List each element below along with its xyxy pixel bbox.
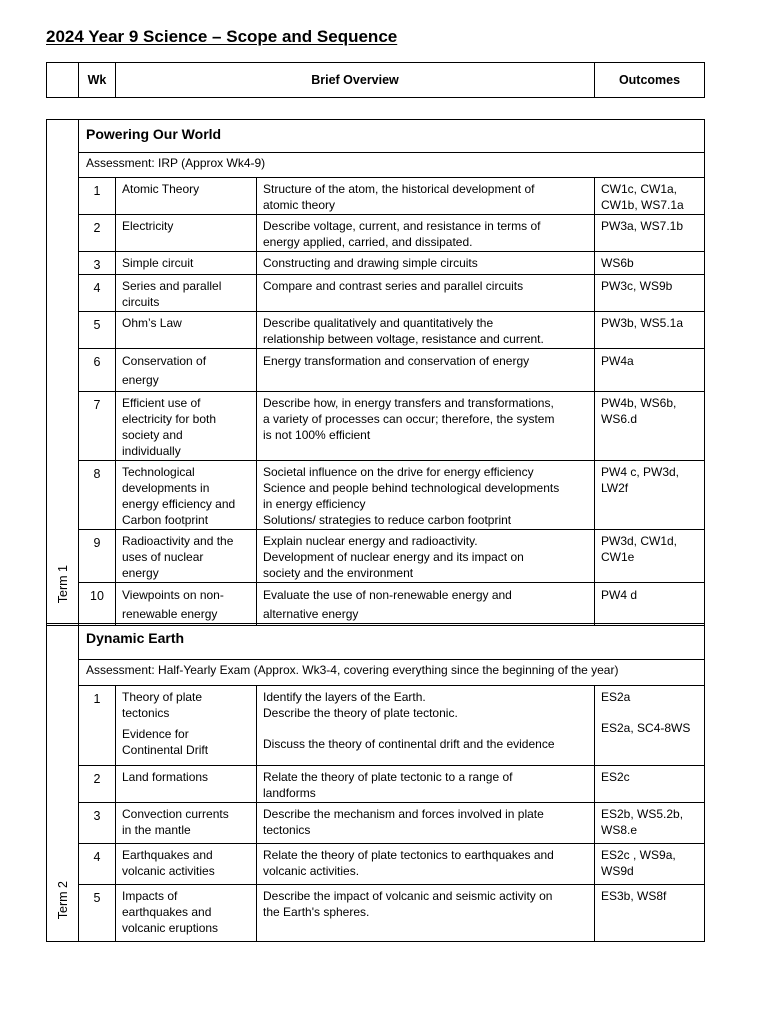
topic	[116, 349, 257, 392]
topic-line: in the mantle	[122, 823, 191, 837]
topic-line: Technological	[122, 465, 195, 479]
topic-sub-line: Continental Drift	[122, 743, 209, 757]
outcomes	[595, 392, 705, 461]
week-number: 4	[79, 275, 116, 312]
term-label: Term 2	[55, 880, 70, 919]
week-row	[47, 461, 705, 530]
overview-line: Constructing and drawing simple circuits	[263, 256, 478, 270]
week-row	[47, 178, 705, 215]
topic-line: Series and parallel	[122, 279, 222, 293]
topic	[116, 686, 257, 766]
overview	[257, 461, 595, 530]
outcomes-line: ES2a	[601, 690, 631, 704]
week-number: 6	[79, 349, 116, 392]
topic-line: energy efficiency and	[122, 497, 236, 511]
header-outcomes: Outcomes	[595, 63, 705, 98]
outcomes-line: LW2f	[601, 481, 629, 495]
outcomes-line: WS6.d	[601, 412, 638, 426]
week-row	[47, 844, 705, 885]
topic	[116, 885, 257, 942]
topic-line: renewable energy	[122, 607, 218, 621]
header-week: Wk	[79, 63, 116, 98]
overview	[257, 275, 595, 312]
unit-title: Dynamic Earth	[79, 624, 705, 660]
overview	[257, 844, 595, 885]
topic	[116, 844, 257, 885]
outcomes-line: PW3b, WS5.1a	[601, 316, 684, 330]
topic-line: uses of nuclear	[122, 550, 204, 564]
topic-line: Land formations	[122, 770, 209, 784]
topic-sub-line: Evidence for	[122, 727, 189, 741]
topic-line: society and	[122, 428, 183, 442]
overview-line: a variety of processes can occur; therefore, the system	[263, 412, 555, 426]
topic	[116, 583, 257, 626]
outcomes-sub-line: ES2a, SC4-8WS	[601, 721, 691, 735]
topic-line: Electricity	[122, 219, 174, 233]
outcomes	[595, 583, 705, 626]
header-term-cell	[47, 63, 79, 98]
week-row	[47, 275, 705, 312]
outcomes	[595, 215, 705, 252]
overview	[257, 803, 595, 844]
week-number: 1	[79, 686, 116, 766]
topic	[116, 803, 257, 844]
topic-line: Efficient use of	[122, 396, 201, 410]
week-row	[47, 686, 705, 766]
overview-line: Relate the theory of plate tectonic to a range of	[263, 770, 513, 784]
topic	[116, 530, 257, 583]
outcomes-line: WS6b	[601, 256, 634, 270]
topic-line: Impacts of	[122, 889, 178, 903]
week-row	[47, 392, 705, 461]
assessment-note: Assessment: IRP (Approx Wk4-9)	[79, 153, 705, 178]
week-number: 5	[79, 885, 116, 942]
overview-line: Explain nuclear energy and radioactivity.	[263, 534, 478, 548]
overview-line: Describe qualitatively and quantitatively the	[263, 316, 494, 330]
topic	[116, 312, 257, 349]
week-number: 9	[79, 530, 116, 583]
overview	[257, 686, 595, 766]
outcomes-line: CW1c, CW1a,	[601, 182, 678, 196]
overview-line: tectonics	[263, 823, 311, 837]
topic-line: energy	[122, 373, 159, 387]
overview-line: Structure of the atom, the historical development of	[263, 182, 535, 196]
week-number: 7	[79, 392, 116, 461]
topic-line: developments in	[122, 481, 210, 495]
document-title: 2024 Year 9 Science – Scope and Sequence	[46, 27, 398, 46]
topic	[116, 252, 257, 275]
week-number: 3	[79, 803, 116, 844]
overview	[257, 530, 595, 583]
outcomes	[595, 349, 705, 392]
topic-line: circuits	[122, 295, 160, 309]
topic	[116, 215, 257, 252]
overview	[257, 252, 595, 275]
week-number: 2	[79, 766, 116, 803]
topic	[116, 178, 257, 215]
outcomes	[595, 686, 705, 766]
overview	[257, 178, 595, 215]
overview-line: Compare and contrast series and parallel circuits	[263, 279, 524, 293]
overview-line: Societal influence on the drive for energy efficiency	[263, 465, 534, 479]
outcomes-line: WS9d	[601, 864, 634, 878]
topic-line: Earthquakes and	[122, 848, 213, 862]
week-row	[47, 252, 705, 275]
week-row	[47, 766, 705, 803]
assessment-row	[47, 153, 705, 178]
outcomes-line: PW4b, WS6b,	[601, 396, 677, 410]
topic	[116, 392, 257, 461]
week-number: 4	[79, 844, 116, 885]
overview-line: Evaluate the use of non-renewable energy and	[263, 588, 512, 602]
assessment-row	[47, 660, 705, 686]
overview-line: alternative energy	[263, 607, 359, 621]
overview-line: in energy efficiency	[263, 497, 366, 511]
term-cell	[47, 120, 79, 626]
outcomes	[595, 178, 705, 215]
outcomes-line: ES2b, WS5.2b,	[601, 807, 684, 821]
topic-line: Convection currents	[122, 807, 229, 821]
outcomes	[595, 766, 705, 803]
topic-line: Conservation of	[122, 354, 207, 368]
term-label: Term 1	[55, 564, 70, 603]
outcomes	[595, 803, 705, 844]
overview	[257, 312, 595, 349]
overview-line: Science and people behind technological developments	[263, 481, 560, 495]
overview	[257, 885, 595, 942]
outcomes	[595, 530, 705, 583]
week-number: 3	[79, 252, 116, 275]
week-number: 8	[79, 461, 116, 530]
header-overview: Brief Overview	[116, 63, 595, 98]
overview-sub-line: Discuss the theory of continental drift and the evidence	[263, 737, 555, 751]
week-number: 2	[79, 215, 116, 252]
overview-line: Describe voltage, current, and resistance in terms of	[263, 219, 541, 233]
week-row	[47, 885, 705, 942]
unit-title-row	[47, 624, 705, 660]
outcomes-line: CW1e	[601, 550, 635, 564]
term1-table	[46, 119, 705, 626]
unit-title-row	[47, 120, 705, 153]
topic-line: individually	[122, 444, 181, 458]
overview-line: Solutions/ strategies to reduce carbon footprint	[263, 513, 512, 527]
topic-line: Simple circuit	[122, 256, 194, 270]
topic-line: electricity for both	[122, 412, 217, 426]
overview-line: society and the environment	[263, 566, 414, 580]
term2-table	[46, 623, 705, 942]
outcomes-line: CW1b, WS7.1a	[601, 198, 684, 212]
term-cell	[47, 624, 79, 942]
outcomes-line: PW3d, CW1d,	[601, 534, 678, 548]
outcomes-line: PW4 d	[601, 588, 638, 602]
overview-line: landforms	[263, 786, 316, 800]
topic	[116, 275, 257, 312]
week-row	[47, 349, 705, 392]
outcomes	[595, 275, 705, 312]
header-row	[47, 63, 705, 98]
unit-title: Powering Our World	[79, 120, 705, 153]
topic-line: energy	[122, 566, 159, 580]
topic	[116, 766, 257, 803]
week-row	[47, 215, 705, 252]
outcomes-line: WS8.e	[601, 823, 638, 837]
overview-line: Describe the theory of plate tectonic.	[263, 706, 458, 720]
topic-line: Atomic Theory	[122, 182, 200, 196]
overview-line: Energy transformation and conservation of energy	[263, 354, 530, 368]
overview-line: Development of nuclear energy and its impact on	[263, 550, 524, 564]
topic-line: Radioactivity and the	[122, 534, 234, 548]
overview-line: Identify the layers of the Earth.	[263, 690, 426, 704]
outcomes-line: PW3a, WS7.1b	[601, 219, 684, 233]
topic-line: earthquakes and	[122, 905, 212, 919]
outcomes-line: ES2c	[601, 770, 630, 784]
week-row	[47, 583, 705, 626]
week-number: 1	[79, 178, 116, 215]
overview-line: Describe how, in energy transfers and transformations,	[263, 396, 554, 410]
outcomes	[595, 312, 705, 349]
week-number: 5	[79, 312, 116, 349]
outcomes	[595, 844, 705, 885]
outcomes-line: ES3b, WS8f	[601, 889, 667, 903]
overview	[257, 766, 595, 803]
overview-line: atomic theory	[263, 198, 336, 212]
topic-line: Viewpoints on non-	[122, 588, 224, 602]
overview-line: the Earth's spheres.	[263, 905, 370, 919]
overview-line: relationship between voltage, resistance and current.	[263, 332, 544, 346]
outcomes	[595, 252, 705, 275]
overview	[257, 215, 595, 252]
topic-line: volcanic activities	[122, 864, 215, 878]
outcomes-line: PW3c, WS9b	[601, 279, 673, 293]
topic-line: Theory of plate	[122, 690, 203, 704]
overview-line: volcanic activities.	[263, 864, 360, 878]
week-row	[47, 312, 705, 349]
outcomes-line: ES2c , WS9a,	[601, 848, 676, 862]
overview-line: Relate the theory of plate tectonics to earthquakes and	[263, 848, 554, 862]
week-number: 10	[79, 583, 116, 626]
overview-line: Describe the mechanism and forces involved in plate	[263, 807, 544, 821]
overview-line: Describe the impact of volcanic and seismic activity on	[263, 889, 553, 903]
outcomes	[595, 885, 705, 942]
column-header-table	[46, 62, 705, 98]
outcomes-line: PW4a	[601, 354, 634, 368]
week-row	[47, 803, 705, 844]
topic-line: tectonics	[122, 706, 170, 720]
assessment-note: Assessment: Half-Yearly Exam (Approx. Wk3-4, covering everything since the beginning of the year)	[79, 660, 705, 686]
outcomes-line: PW4 c, PW3d,	[601, 465, 680, 479]
outcomes	[595, 461, 705, 530]
topic	[116, 461, 257, 530]
week-row	[47, 530, 705, 583]
overview	[257, 583, 595, 626]
topic-line: Ohm’s Law	[122, 316, 182, 330]
overview	[257, 392, 595, 461]
overview-line: is not 100% efficient	[263, 428, 371, 442]
overview-line: energy applied, carried, and dissipated.	[263, 235, 473, 249]
topic-line: volcanic eruptions	[122, 921, 219, 935]
overview	[257, 349, 595, 392]
topic-line: Carbon footprint	[122, 513, 209, 527]
